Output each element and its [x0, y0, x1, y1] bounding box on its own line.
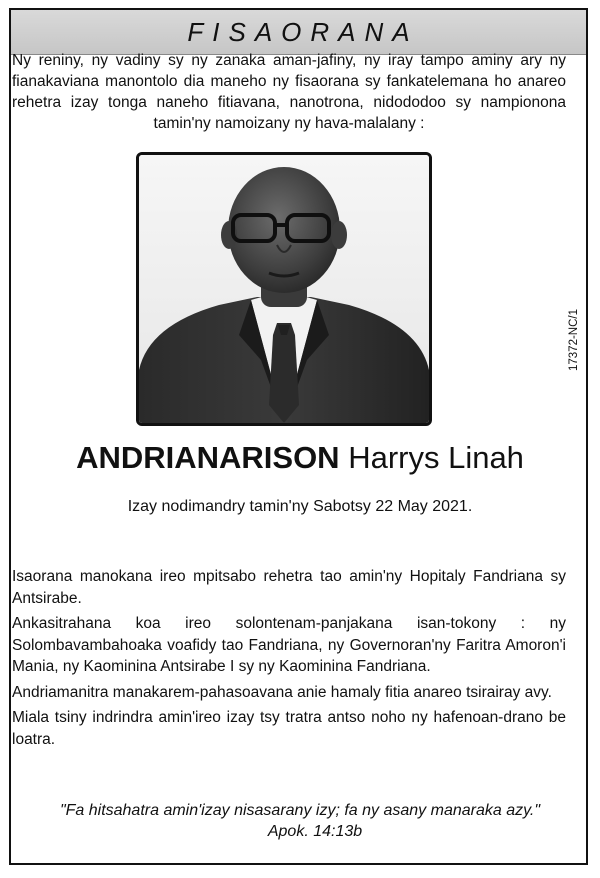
- acknowledgements: [12, 566, 566, 754]
- deceased-name: [0, 440, 600, 476]
- paragraph-officials-thanks: Ankasitrahana koa ireo solontenam-panjakana isan-tokony : ny Solombavambahoaka voafidy tao Fandriana, ny Governoran'ny Faritra Amoron'i Mania, ny Kaominina Antsirabe I sy ny Kaominina Fandriana.: [12, 615, 566, 675]
- paragraph-blessing: Andriamanitra manakarem-pahasoavana anie hamaly fitia anareo tsirairay avy.: [12, 683, 552, 701]
- paragraph-apology: Miala tsiny indrindra amin'ireo izay tsy tratra antso noho ny hafenoan-drano be loatra.: [12, 709, 566, 748]
- ad-reference-code: 17372-NC/1: [568, 308, 581, 372]
- page-title: FISAORANA: [187, 16, 419, 47]
- quote-reference: Apok. 14:13b: [267, 823, 363, 840]
- deceased-given-names: Harrys Linah: [348, 440, 524, 475]
- header-band: [11, 10, 586, 55]
- quote-text: "Fa hitsahatra amin'izay nisasarany izy; fa ny asany manaraka azy.": [59, 802, 541, 819]
- portrait-photo: [136, 152, 432, 426]
- bible-quote: [0, 800, 600, 842]
- paragraph-hospital-thanks: Isaorana manokana ireo mpitsabo rehetra tao amin'ny Hopitaly Fandriana sy Antsirabe.: [12, 568, 566, 607]
- intro-paragraph: Ny reniny, ny vadiny sy ny zanaka aman-jafiny, ny iray tampo aminy ary ny fianakaviana manontolo dia maneho ny fisaorana sy fankatelemana ho anareo rehetra izay tonga naneho fitiavana, nanotrona, nidododoo sy nampionona tamin'ny namoizany ny hava-malalany :: [12, 52, 566, 132]
- portrait-illustration: [139, 155, 429, 423]
- date-of-death: Izay nodimandry tamin'ny Sabotsy 22 May 2021.: [127, 498, 473, 515]
- deceased-surname: ANDRIANARISON: [76, 440, 340, 475]
